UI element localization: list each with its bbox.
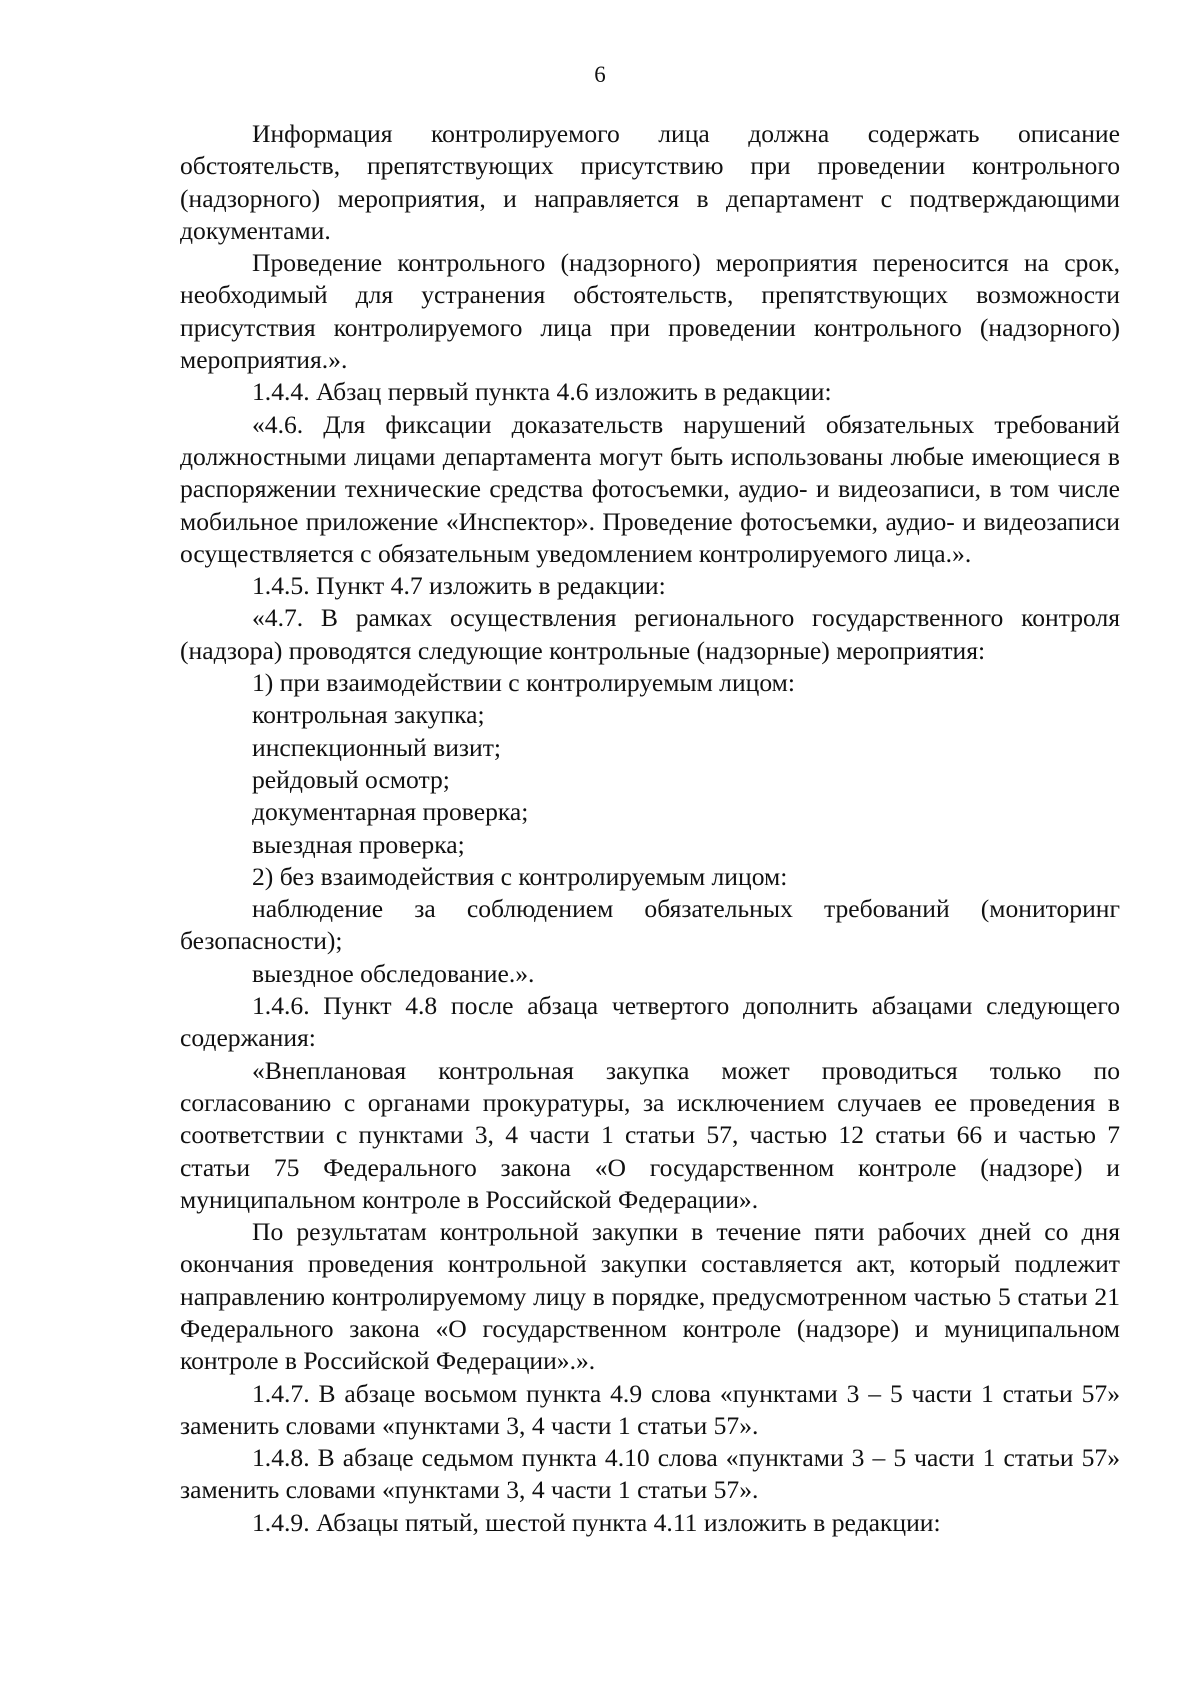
document-body [180, 118, 1120, 1539]
paragraph-postponement: Проведение контрольного (надзорного) мероприятия переносится на срок, необходимый для устранения обстоятельств, препятствующих возможности присутствия контролируемого лица при проведении контрольного (надзорного) мероприятия.». [180, 248, 1120, 375]
paragraph-unscheduled-purchase: «Внеплановая контрольная закупка может проводиться только по согласованию с органами прокуратуры, за исключением случаев ее проведения в соответствии с пунктами 3, 4 части 1 статьи 57, частью 12 статьи 66 и частью 7 статьи 75 Федерального закона «О государственном контроле (надзоре) и муниципальном контроле в Российской Федерации». [180, 1055, 1120, 1214]
paragraph-1-4-9: 1.4.9. Абзацы пятый, шестой пункта 4.11 изложить в редакции: [252, 1507, 941, 1537]
paragraph-4-7: «4.7. В рамках осуществления регионального государственного контроля (надзора) проводятся следующие контрольные (надзорные) мероприятия: [180, 603, 1120, 665]
list-item: выездное обследование.». [252, 958, 535, 988]
paragraph-purchase-results: По результатам контрольной закупки в течение пяти рабочих дней со дня окончания проведения контрольной закупки составляется акт, который подлежит направлению контролируемому лицу в порядке, предусмотренном частью 5 статьи 21 Федерального закона «О государственном контроле (надзоре) и муниципальном контроле в Российской Федерации».». [180, 1217, 1120, 1376]
paragraph-info-content: Информация контролируемого лица должна содержать описание обстоятельств, препятствующих присутствию при проведении контрольного (надзорного) мероприятия, и направляется в департамент с подтверждающими документами. [180, 119, 1120, 245]
paragraph-1-4-4: 1.4.4. Абзац первый пункта 4.6 изложить в редакции: [252, 377, 832, 407]
paragraph-1-4-5: 1.4.5. Пункт 4.7 изложить в редакции: [252, 571, 666, 601]
list-heading-with-interaction: 1) при взаимодействии с контролируемым лицом: [252, 668, 795, 698]
list-item: контрольная закупка; [252, 700, 485, 730]
page-number: 6 [594, 62, 606, 87]
list-heading-without-interaction: 2) без взаимодействия с контролируемым лицом: [252, 861, 788, 891]
list-item: инспекционный визит; [252, 732, 502, 762]
list-item: рейдовый осмотр; [252, 764, 450, 794]
paragraph-1-4-7: 1.4.7. В абзаце восьмом пункта 4.9 слова «пунктами 3 – 5 части 1 статьи 57» заменить словами «пунктами 3, 4 части 1 статьи 57». [180, 1378, 1120, 1440]
paragraph-1-4-8: 1.4.8. В абзаце седьмом пункта 4.10 слова «пунктами 3 – 5 части 1 статьи 57» заменить словами «пунктами 3, 4 части 1 статьи 57». [180, 1443, 1120, 1505]
paragraph-4-6: «4.6. Для фиксации доказательств нарушений обязательных требований должностными лицами департамента могут быть использованы любые имеющиеся в распоряжении технические средства фотосъемки, аудио- и видеозаписи, в том числе мобильное приложение «Инспектор». Проведение фотосъемки, аудио- и видеозаписи осуществляется с обязательным уведомлением контролируемого лица.». [180, 409, 1120, 568]
paragraph-1-4-6: 1.4.6. Пункт 4.8 после абзаца четвертого дополнить абзацами следующего содержания: [180, 991, 1120, 1053]
list-item: документарная проверка; [252, 797, 529, 827]
list-item: выездная проверка; [252, 829, 465, 859]
list-item: наблюдение за соблюдением обязательных требований (мониторинг безопасности); [180, 894, 1120, 956]
